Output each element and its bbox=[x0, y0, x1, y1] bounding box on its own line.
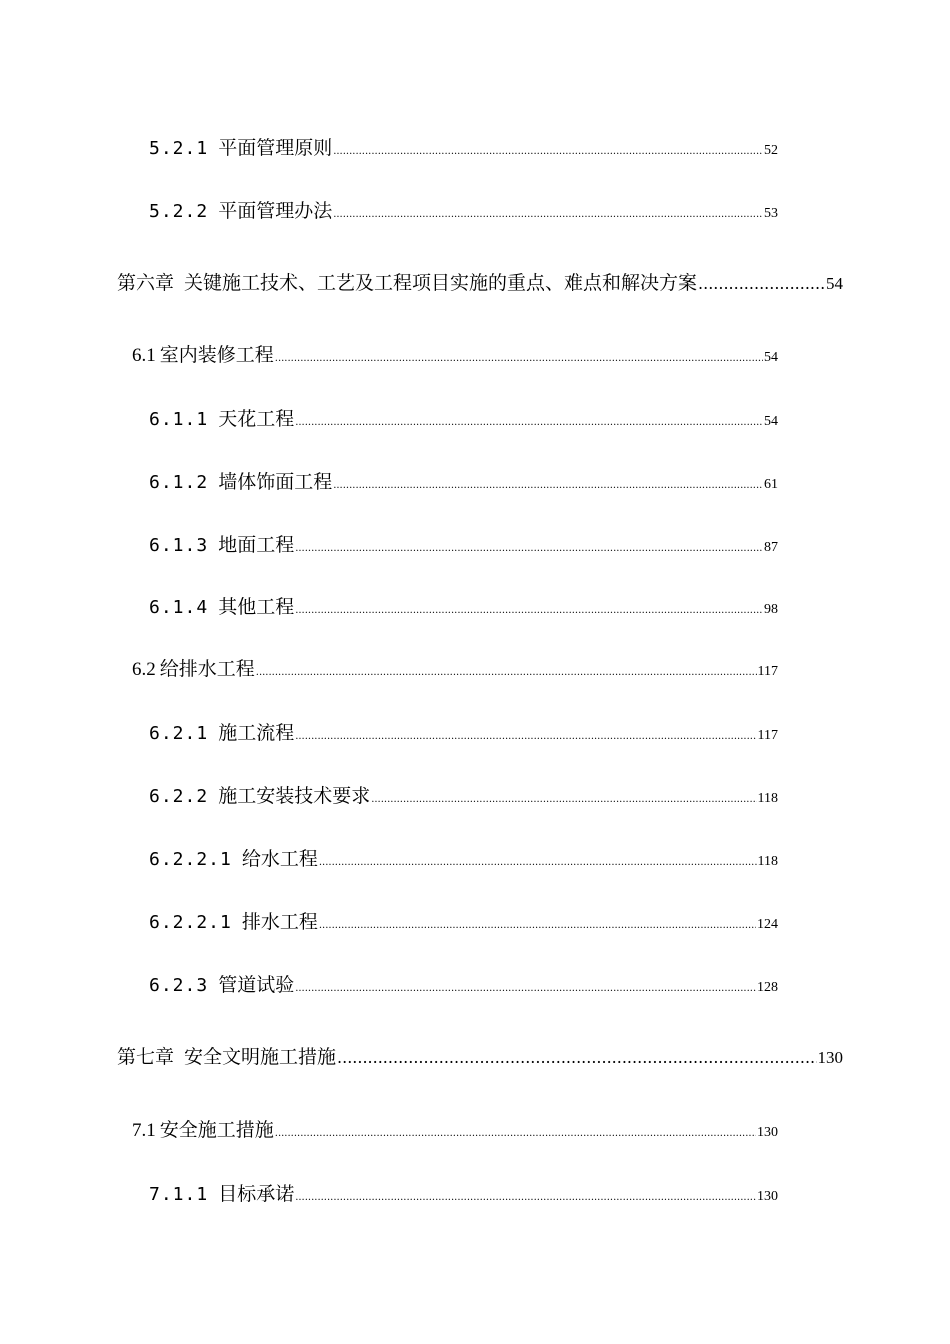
toc-dot-leader bbox=[319, 920, 756, 931]
toc-entry-title: 室内装修工程 bbox=[159, 344, 274, 366]
toc-entry-number: 6.1.1 bbox=[149, 409, 209, 430]
toc-entry-number: 第七章 bbox=[117, 1046, 175, 1068]
toc-entry-title: 管道试验 bbox=[218, 974, 295, 996]
toc-dot-leader bbox=[371, 794, 756, 805]
toc-entry-5-2-2[interactable] bbox=[149, 196, 778, 223]
toc-entry-title: 安全施工措施 bbox=[159, 1119, 274, 1141]
toc-entry-title: 地面工程 bbox=[218, 534, 295, 556]
toc-entry-6-1-3[interactable] bbox=[149, 530, 778, 557]
toc-entry-title: 排水工程 bbox=[241, 911, 318, 933]
toc-entry-title: 施工安装技术要求 bbox=[218, 785, 371, 807]
toc-entry-title: 安全文明施工措施 bbox=[184, 1046, 337, 1068]
toc-entry-title: 天花工程 bbox=[218, 408, 295, 430]
toc-dot-leader bbox=[333, 480, 763, 491]
toc-dot-leader bbox=[295, 1192, 756, 1203]
toc-entry-title: 给水工程 bbox=[241, 848, 318, 870]
toc-entry-page: 61 bbox=[764, 477, 778, 492]
toc-entry-title: 关键施工技术、工艺及工程项目实施的重点、难点和解决方案 bbox=[184, 272, 698, 294]
toc-entry-page: 53 bbox=[764, 206, 778, 221]
toc-entry-number: 6.2.2 bbox=[149, 786, 209, 807]
toc-dot-leader bbox=[295, 731, 756, 742]
toc-entry-page: 118 bbox=[757, 854, 778, 869]
toc-entry-chapter-6[interactable] bbox=[117, 268, 843, 295]
toc-entry-title: 平面管理办法 bbox=[218, 200, 333, 222]
toc-dot-leader bbox=[275, 1128, 756, 1139]
toc-entry-6-2-2[interactable] bbox=[149, 781, 778, 808]
toc-entry-page: 54 bbox=[826, 274, 843, 293]
toc-entry-number: 6.2.3 bbox=[149, 975, 209, 996]
toc-entry-page: 54 bbox=[764, 350, 778, 365]
toc-entry-number: 6.1.4 bbox=[149, 597, 209, 618]
toc-entry-number: 6.2.2.1 bbox=[149, 912, 232, 933]
toc-entry-number: 6.2.2.1 bbox=[149, 849, 232, 870]
toc-entry-title: 施工流程 bbox=[218, 722, 295, 744]
toc-entry-chapter-7[interactable] bbox=[117, 1042, 843, 1069]
toc-entry-7-1-1[interactable] bbox=[149, 1179, 778, 1206]
toc-entry-number: 7.1.1 bbox=[149, 1184, 209, 1205]
toc-dot-leader bbox=[295, 417, 763, 428]
toc-entry-6-2-3[interactable] bbox=[149, 970, 778, 997]
toc-entry-page: 117 bbox=[757, 664, 778, 679]
toc-dot-leader bbox=[337, 1048, 816, 1067]
toc-entry-title: 目标承诺 bbox=[218, 1183, 295, 1205]
toc-entry-5-2-1[interactable] bbox=[149, 133, 778, 160]
toc-entry-page: 124 bbox=[757, 917, 778, 932]
toc-dot-leader bbox=[275, 353, 763, 364]
toc-dot-leader bbox=[333, 209, 763, 220]
toc-entry-6-1-4[interactable] bbox=[149, 592, 778, 619]
toc-entry-page: 87 bbox=[764, 540, 778, 555]
toc-entry-7-1[interactable] bbox=[132, 1115, 778, 1142]
toc-dot-leader bbox=[256, 667, 757, 678]
toc-entry-page: 98 bbox=[764, 602, 778, 617]
toc-entry-6-2-1[interactable] bbox=[149, 718, 778, 745]
toc-dot-leader bbox=[295, 605, 763, 616]
toc-entry-6-1-2[interactable] bbox=[149, 467, 778, 494]
toc-dot-leader bbox=[295, 983, 756, 994]
toc-entry-number: 6.1.3 bbox=[149, 535, 209, 556]
toc-entry-6-2-2-1-water-supply[interactable] bbox=[149, 844, 778, 871]
toc-entry-page: 128 bbox=[757, 980, 778, 995]
toc-entry-page: 117 bbox=[757, 728, 778, 743]
toc-entry-6-2[interactable] bbox=[132, 654, 778, 681]
toc-entry-page: 118 bbox=[757, 791, 778, 806]
toc-entry-number: 5.2.1 bbox=[149, 138, 209, 159]
toc-entry-page: 130 bbox=[757, 1189, 778, 1204]
toc-dot-leader bbox=[333, 146, 763, 157]
toc-entry-title: 墙体饰面工程 bbox=[218, 471, 333, 493]
toc-entry-number: 6.2.1 bbox=[149, 723, 209, 744]
toc-entry-6-2-2-1-drainage[interactable] bbox=[149, 907, 778, 934]
toc-entry-page: 130 bbox=[757, 1125, 778, 1140]
toc-entry-number: 5.2.2 bbox=[149, 201, 209, 222]
toc-entry-number: 第六章 bbox=[117, 272, 175, 294]
toc-entry-page: 130 bbox=[817, 1048, 843, 1067]
toc-dot-leader bbox=[319, 857, 757, 868]
toc-entry-number: 7.1 bbox=[132, 1120, 156, 1141]
toc-entry-title: 其他工程 bbox=[218, 596, 295, 618]
toc-entry-number: 6.1.2 bbox=[149, 472, 209, 493]
toc-dot-leader bbox=[295, 543, 763, 554]
toc-entry-6-1[interactable] bbox=[132, 340, 778, 367]
toc-entry-number: 6.2 bbox=[132, 659, 156, 680]
toc-entry-6-1-1[interactable] bbox=[149, 404, 778, 431]
toc-entry-title: 平面管理原则 bbox=[218, 137, 333, 159]
toc-entry-page: 52 bbox=[764, 143, 778, 158]
toc-dot-leader bbox=[698, 274, 825, 293]
toc-entry-title: 给排水工程 bbox=[159, 658, 255, 680]
toc-entry-page: 54 bbox=[764, 414, 778, 429]
toc-entry-number: 6.1 bbox=[132, 345, 156, 366]
